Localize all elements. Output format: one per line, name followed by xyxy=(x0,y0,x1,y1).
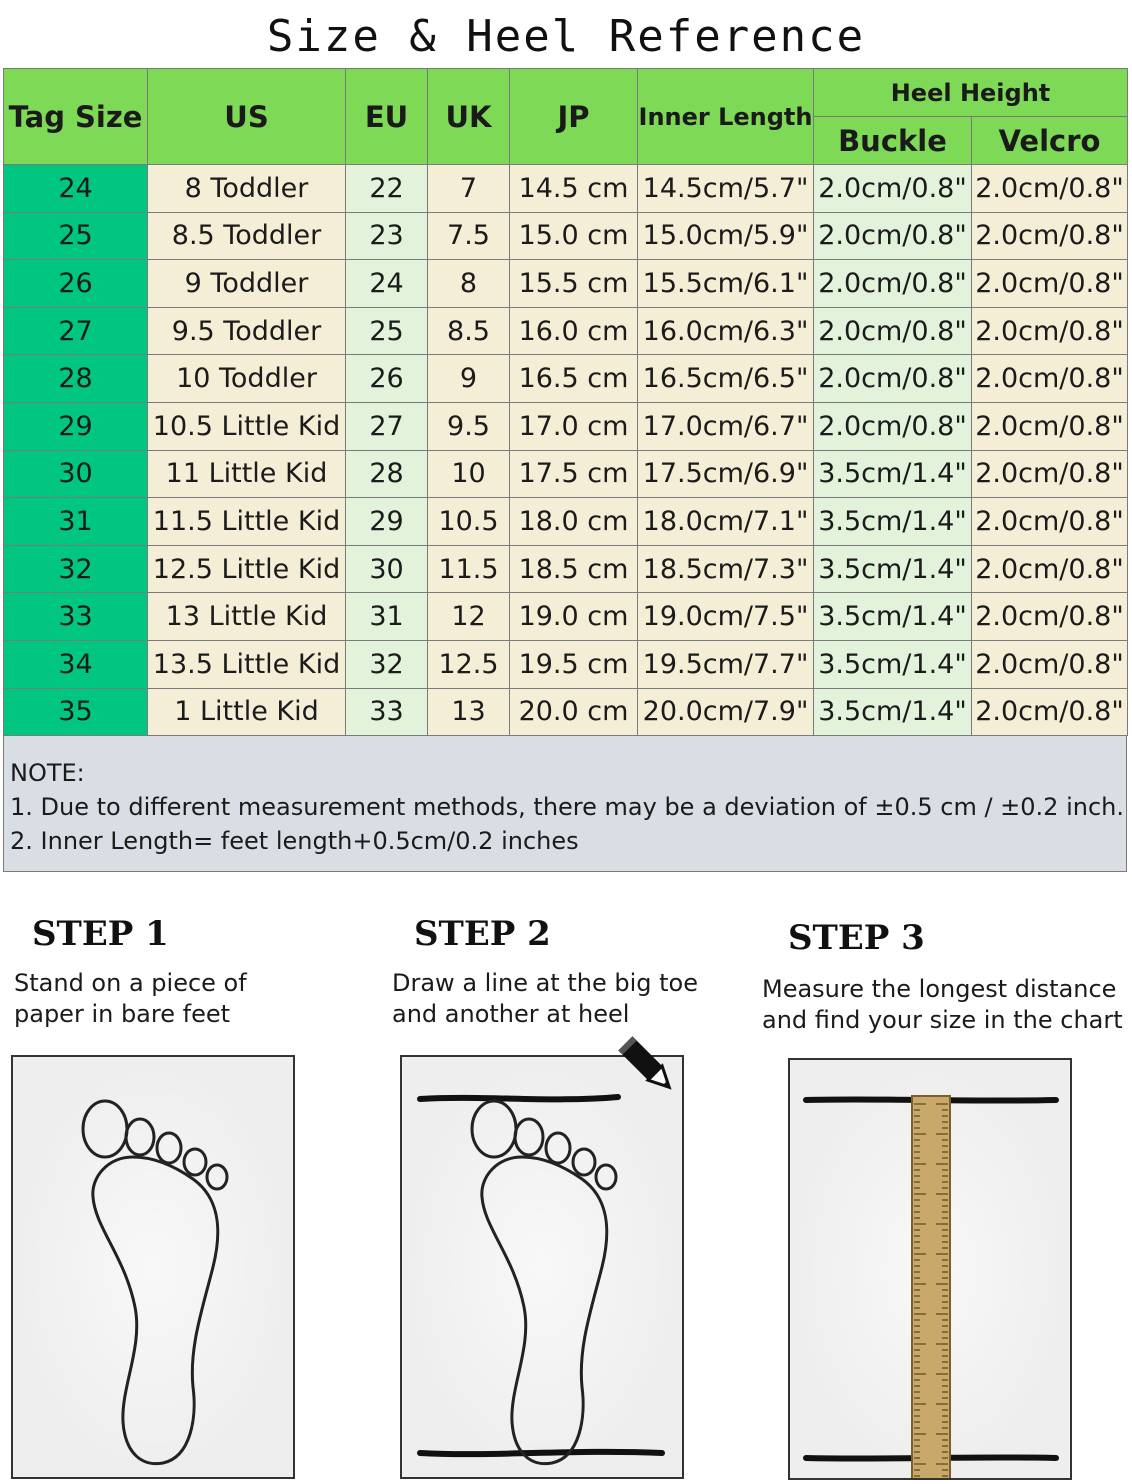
cell-buckle: 3.5cm/1.4" xyxy=(814,498,972,546)
table-row xyxy=(4,165,1128,213)
cell-us: 13.5 Little Kid xyxy=(148,640,346,688)
table-row xyxy=(4,402,1128,450)
cell-inner-length: 14.5cm/5.7" xyxy=(638,165,814,213)
size-chart-table xyxy=(3,68,1128,736)
cell-tag-size: 30 xyxy=(4,450,148,498)
cell-jp: 14.5 cm xyxy=(510,165,638,213)
page-title: Size & Heel Reference xyxy=(266,11,866,62)
cell-uk: 10.5 xyxy=(428,498,510,546)
cell-inner-length: 17.5cm/6.9" xyxy=(638,450,814,498)
cell-us: 8 Toddler xyxy=(148,165,346,213)
cell-us: 13 Little Kid xyxy=(148,593,346,641)
step-1-line-1: Stand on a piece of xyxy=(14,969,247,997)
cell-jp: 18.0 cm xyxy=(510,498,638,546)
cell-us: 11.5 Little Kid xyxy=(148,498,346,546)
cell-buckle: 3.5cm/1.4" xyxy=(814,688,972,736)
step-3-line-1: Measure the longest distance xyxy=(762,975,1117,1003)
table-row xyxy=(4,498,1128,546)
cell-velcro: 2.0cm/0.8" xyxy=(972,165,1128,213)
toe-line xyxy=(420,1097,618,1099)
header-inner-length: Inner Length xyxy=(638,69,814,165)
cell-buckle: 2.0cm/0.8" xyxy=(814,165,972,213)
cell-jp: 19.5 cm xyxy=(510,640,638,688)
step-1-title: STEP 1 xyxy=(32,914,169,954)
cell-buckle: 3.5cm/1.4" xyxy=(814,545,972,593)
cell-uk: 8 xyxy=(428,260,510,308)
step-1-line-2: paper in bare feet xyxy=(14,1000,231,1028)
cell-inner-length: 15.5cm/6.1" xyxy=(638,260,814,308)
cell-buckle: 2.0cm/0.8" xyxy=(814,402,972,450)
header-velcro: Velcro xyxy=(972,117,1128,165)
cell-tag-size: 35 xyxy=(4,688,148,736)
cell-tag-size: 31 xyxy=(4,498,148,546)
cell-us: 9 Toddler xyxy=(148,260,346,308)
cell-buckle: 2.0cm/0.8" xyxy=(814,307,972,355)
cell-uk: 7.5 xyxy=(428,212,510,260)
cell-eu: 23 xyxy=(346,212,428,260)
cell-buckle: 2.0cm/0.8" xyxy=(814,212,972,260)
cell-jp: 17.5 cm xyxy=(510,450,638,498)
cell-inner-length: 20.0cm/7.9" xyxy=(638,688,814,736)
header-uk: UK xyxy=(428,69,510,165)
cell-us: 10 Toddler xyxy=(148,355,346,403)
cell-uk: 10 xyxy=(428,450,510,498)
cell-jp: 20.0 cm xyxy=(510,688,638,736)
table-row xyxy=(4,688,1128,736)
header-buckle: Buckle xyxy=(814,117,972,165)
cell-inner-length: 16.0cm/6.3" xyxy=(638,307,814,355)
cell-uk: 8.5 xyxy=(428,307,510,355)
note-line-2: 2. Inner Length= feet length+0.5cm/0.2 inches xyxy=(10,827,579,855)
cell-tag-size: 33 xyxy=(4,593,148,641)
cell-velcro: 2.0cm/0.8" xyxy=(972,307,1128,355)
footprint-icon xyxy=(472,1101,616,1464)
cell-tag-size: 25 xyxy=(4,212,148,260)
table-row xyxy=(4,545,1128,593)
cell-uk: 11.5 xyxy=(428,545,510,593)
cell-eu: 32 xyxy=(346,640,428,688)
cell-inner-length: 18.5cm/7.3" xyxy=(638,545,814,593)
cell-eu: 26 xyxy=(346,355,428,403)
header-heel-height: Heel Height xyxy=(814,69,1128,117)
cell-eu: 31 xyxy=(346,593,428,641)
cell-jp: 17.0 cm xyxy=(510,402,638,450)
cell-velcro: 2.0cm/0.8" xyxy=(972,545,1128,593)
step-3-title: STEP 3 xyxy=(788,918,925,958)
cell-uk: 12 xyxy=(428,593,510,641)
cell-jp: 15.0 cm xyxy=(510,212,638,260)
step-2-illustration xyxy=(400,1055,684,1479)
cell-jp: 19.0 cm xyxy=(510,593,638,641)
cell-inner-length: 16.5cm/6.5" xyxy=(638,355,814,403)
cell-uk: 9.5 xyxy=(428,402,510,450)
header-jp: JP xyxy=(510,69,638,165)
footprint-icon xyxy=(83,1101,227,1464)
cell-us: 12.5 Little Kid xyxy=(148,545,346,593)
cell-buckle: 3.5cm/1.4" xyxy=(814,640,972,688)
cell-velcro: 2.0cm/0.8" xyxy=(972,498,1128,546)
ruler-icon xyxy=(912,1096,950,1480)
step-2-line-2: and another at heel xyxy=(392,1000,630,1028)
cell-inner-length: 15.0cm/5.9" xyxy=(638,212,814,260)
heel-line xyxy=(420,1452,662,1454)
cell-jp: 16.5 cm xyxy=(510,355,638,403)
step-3-illustration xyxy=(788,1058,1072,1480)
step-3-description xyxy=(762,974,1123,1036)
cell-buckle: 3.5cm/1.4" xyxy=(814,593,972,641)
cell-eu: 28 xyxy=(346,450,428,498)
cell-inner-length: 17.0cm/6.7" xyxy=(638,402,814,450)
step-3-line-2: and find your size in the chart xyxy=(762,1006,1123,1034)
cell-inner-length: 19.0cm/7.5" xyxy=(638,593,814,641)
cell-inner-length: 19.5cm/7.7" xyxy=(638,640,814,688)
cell-velcro: 2.0cm/0.8" xyxy=(972,640,1128,688)
cell-uk: 13 xyxy=(428,688,510,736)
cell-us: 8.5 Toddler xyxy=(148,212,346,260)
table-row xyxy=(4,212,1128,260)
cell-us: 11 Little Kid xyxy=(148,450,346,498)
step-1-description xyxy=(14,968,247,1030)
cell-tag-size: 32 xyxy=(4,545,148,593)
step-2-title: STEP 2 xyxy=(414,914,551,954)
cell-eu: 27 xyxy=(346,402,428,450)
cell-us: 10.5 Little Kid xyxy=(148,402,346,450)
cell-velcro: 2.0cm/0.8" xyxy=(972,593,1128,641)
step-2-line-1: Draw a line at the big toe xyxy=(392,969,698,997)
cell-uk: 12.5 xyxy=(428,640,510,688)
note-line-1: 1. Due to different measurement methods, there may be a deviation of ±0.5 cm / ±0.2 inch. xyxy=(10,793,1124,821)
step-1-illustration xyxy=(11,1055,295,1479)
cell-uk: 9 xyxy=(428,355,510,403)
cell-tag-size: 26 xyxy=(4,260,148,308)
cell-uk: 7 xyxy=(428,165,510,213)
table-row xyxy=(4,355,1128,403)
cell-tag-size: 28 xyxy=(4,355,148,403)
cell-velcro: 2.0cm/0.8" xyxy=(972,212,1128,260)
header-tag-size: Tag Size xyxy=(4,69,148,165)
header-eu: EU xyxy=(346,69,428,165)
step-2-description xyxy=(392,968,698,1030)
cell-buckle: 3.5cm/1.4" xyxy=(814,450,972,498)
table-row xyxy=(4,307,1128,355)
cell-buckle: 2.0cm/0.8" xyxy=(814,355,972,403)
cell-velcro: 2.0cm/0.8" xyxy=(972,450,1128,498)
cell-eu: 29 xyxy=(346,498,428,546)
cell-jp: 15.5 cm xyxy=(510,260,638,308)
cell-eu: 30 xyxy=(346,545,428,593)
cell-tag-size: 34 xyxy=(4,640,148,688)
cell-tag-size: 29 xyxy=(4,402,148,450)
cell-us: 1 Little Kid xyxy=(148,688,346,736)
note-heading: NOTE: xyxy=(10,759,85,787)
table-row xyxy=(4,260,1128,308)
cell-jp: 16.0 cm xyxy=(510,307,638,355)
header-us: US xyxy=(148,69,346,165)
cell-eu: 33 xyxy=(346,688,428,736)
cell-tag-size: 27 xyxy=(4,307,148,355)
table-row xyxy=(4,593,1128,641)
cell-us: 9.5 Toddler xyxy=(148,307,346,355)
cell-inner-length: 18.0cm/7.1" xyxy=(638,498,814,546)
note-box xyxy=(3,735,1127,872)
cell-buckle: 2.0cm/0.8" xyxy=(814,260,972,308)
table-row xyxy=(4,640,1128,688)
table-row xyxy=(4,450,1128,498)
cell-velcro: 2.0cm/0.8" xyxy=(972,260,1128,308)
cell-eu: 22 xyxy=(346,165,428,213)
cell-eu: 24 xyxy=(346,260,428,308)
cell-tag-size: 24 xyxy=(4,165,148,213)
cell-jp: 18.5 cm xyxy=(510,545,638,593)
cell-velcro: 2.0cm/0.8" xyxy=(972,355,1128,403)
cell-velcro: 2.0cm/0.8" xyxy=(972,402,1128,450)
cell-velcro: 2.0cm/0.8" xyxy=(972,688,1128,736)
cell-eu: 25 xyxy=(346,307,428,355)
